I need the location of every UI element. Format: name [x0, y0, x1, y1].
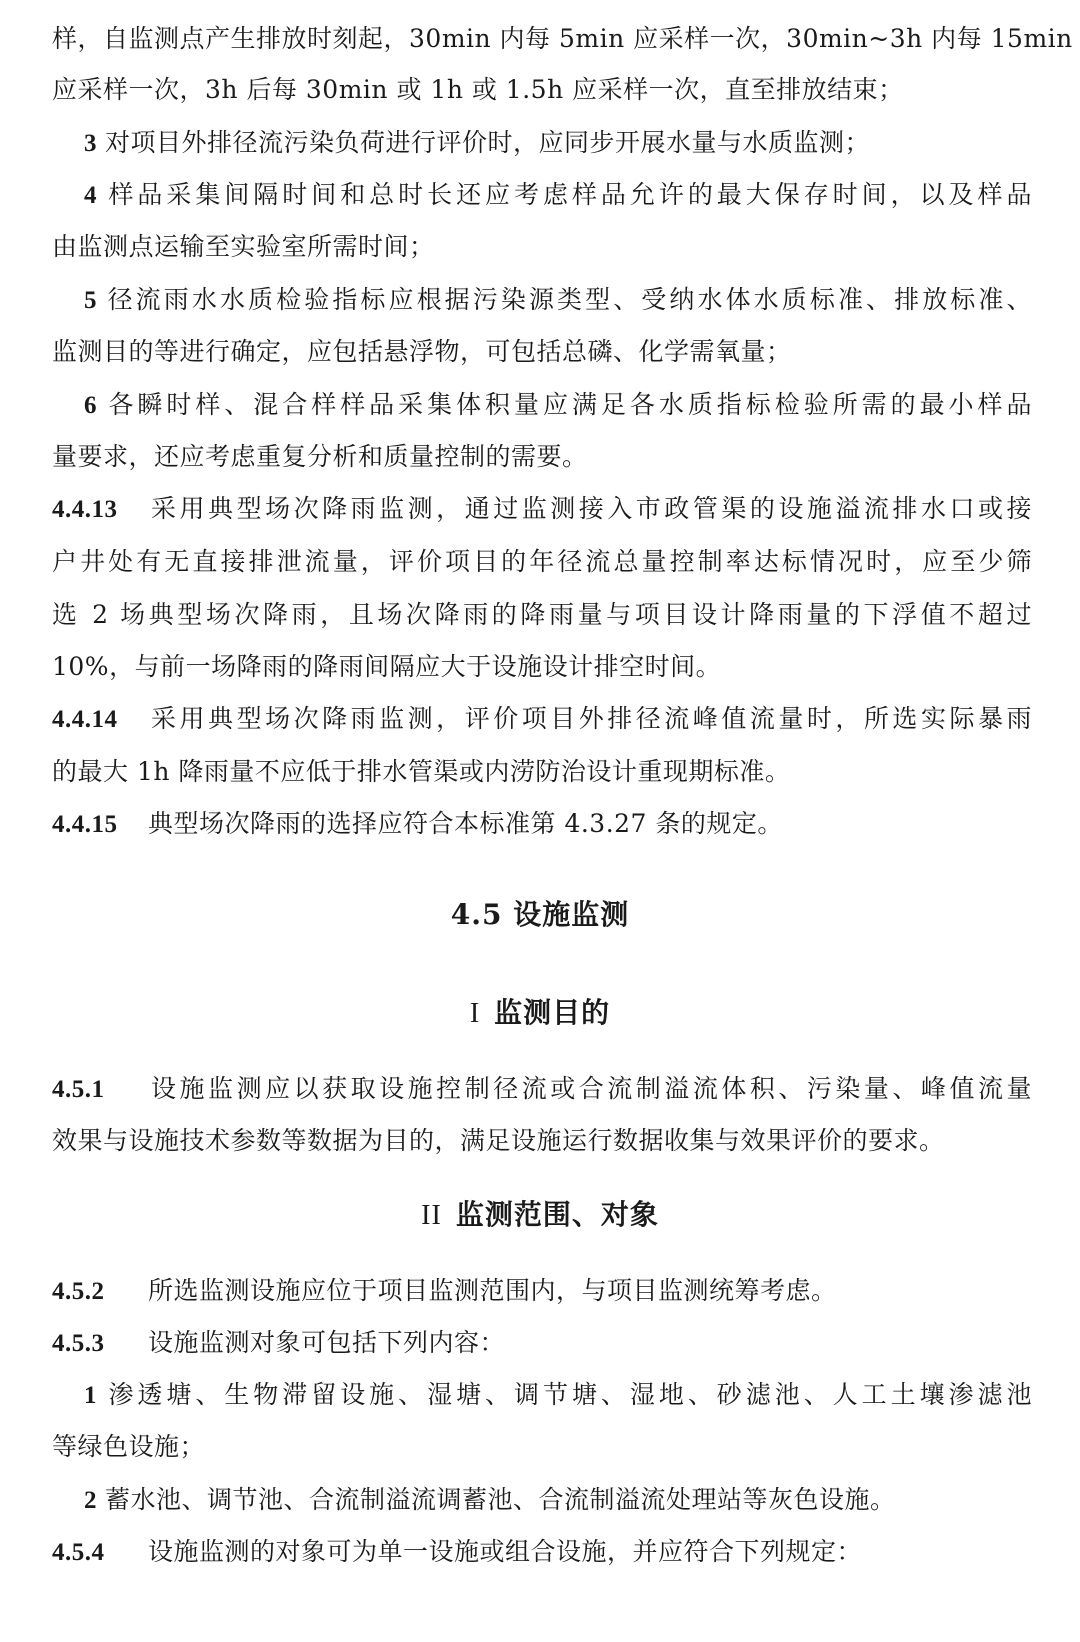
text-line: 的最大 1h 降雨量不应低于排水管渠或内涝防治设计重现期标准。: [52, 757, 791, 786]
clause: [52, 492, 1032, 527]
clause: [52, 702, 1032, 737]
clause-text: 采用典型场次降雨监测，评价项目外排径流峰值流量时，所选实际暴雨: [148, 704, 1032, 733]
subsection-title: 监测目的: [494, 996, 611, 1029]
list-item: [84, 1483, 1032, 1518]
clause: [52, 1326, 1032, 1361]
text-line: 量要求，还应考虑重复分析和质量控制的需要。: [52, 442, 588, 471]
clause-number: 4.5.3: [52, 1330, 105, 1357]
clause-text: 所选监测设施应位于项目监测范围内，与项目监测统筹考虑。: [148, 1276, 837, 1305]
section-heading: 4.5 设施监测: [450, 898, 630, 931]
clause-text: 设施监测应以获取设施控制径流或合流制溢流体积、污染量、峰值流量: [148, 1074, 1032, 1103]
clause: [52, 807, 1032, 842]
item-number: 3: [84, 130, 97, 157]
subsection-title: 监测范围、对象: [455, 1198, 659, 1231]
item-number: 4: [84, 182, 97, 209]
roman-numeral: I: [469, 998, 481, 1029]
text-line: 户井处有无直接排泄流量，评价项目的年径流总量控制率达标情况时，应至少筛: [52, 547, 1032, 576]
list-item: [84, 1378, 1032, 1413]
list-item: [84, 178, 1032, 213]
text-line: 10%，与前一场降雨的降雨间隔应大于设施设计排空时间。: [52, 652, 722, 681]
item-text: 样品采集间隔时间和总时长还应考虑样品允许的最大保存时间，以及样品: [105, 180, 1032, 209]
clause-text: 设施监测对象可包括下列内容：: [148, 1328, 506, 1357]
clause-number: 4.4.13: [52, 496, 118, 523]
clause-number: 4.4.14: [52, 706, 118, 733]
text-line: 效果与设施技术参数等数据为目的，满足设施运行数据收集与效果评价的要求。: [52, 1126, 945, 1155]
clause-number: 4.5.4: [52, 1539, 105, 1566]
subsection-heading: [0, 994, 1080, 1033]
list-item: [84, 388, 1032, 423]
text-line: 由监测点运输至实验室所需时间；: [52, 232, 435, 261]
list-item: [84, 126, 1032, 161]
clause-number: 4.5.2: [52, 1278, 105, 1305]
roman-numeral: II: [421, 1200, 442, 1231]
clause-number: 4.4.15: [52, 811, 118, 838]
item-text: 各瞬时样、混合样样品采集体积量应满足各水质指标检验所需的最小样品: [105, 390, 1032, 419]
clause-text: 采用典型场次降雨监测，通过监测接入市政管渠的设施溢流排水口或接: [148, 494, 1032, 523]
text-line: 监测目的等进行确定，应包括悬浮物，可包括总磷、化学需氧量；: [52, 337, 792, 366]
item-number: 2: [84, 1487, 97, 1514]
item-number: 5: [84, 287, 97, 314]
text-line: 样，自监测点产生排放时刻起，30min 内每 5min 应采样一次，30min~3h 内每 15min: [52, 24, 1073, 53]
item-text: 蓄水池、调节池、合流制溢流调蓄池、合流制溢流处理站等灰色设施。: [105, 1485, 896, 1514]
clause: [52, 1274, 1032, 1309]
text-line: 等绿色设施；: [52, 1432, 206, 1461]
item-text: 渗透塘、生物滞留设施、湿塘、调节塘、湿地、砂滤池、人工土壤渗滤池: [105, 1380, 1032, 1409]
subsection-heading: [0, 1196, 1080, 1235]
text-line: 选 2 场典型场次降雨，且场次降雨的降雨量与项目设计降雨量的下浮值不超过: [52, 600, 1032, 629]
clause: [52, 1535, 1032, 1570]
text-line: 应采样一次，3h 后每 30min 或 1h 或 1.5h 应采样一次，直至排放结束；: [52, 75, 904, 104]
item-text: 对项目外排径流污染负荷进行评价时，应同步开展水量与水质监测；: [105, 128, 871, 157]
clause-text: 设施监测的对象可为单一设施或组合设施，并应符合下列规定：: [148, 1537, 863, 1566]
item-text: 径流雨水水质检验指标应根据污染源类型、受纳水体水质标准、排放标准、: [105, 285, 1032, 314]
clause-text: 典型场次降雨的选择应符合本标准第 4.3.27 条的规定。: [148, 809, 783, 838]
item-number: 1: [84, 1382, 97, 1409]
item-number: 6: [84, 392, 97, 419]
clause-number: 4.5.1: [52, 1076, 105, 1103]
clause: [52, 1072, 1032, 1107]
list-item: [84, 283, 1032, 318]
